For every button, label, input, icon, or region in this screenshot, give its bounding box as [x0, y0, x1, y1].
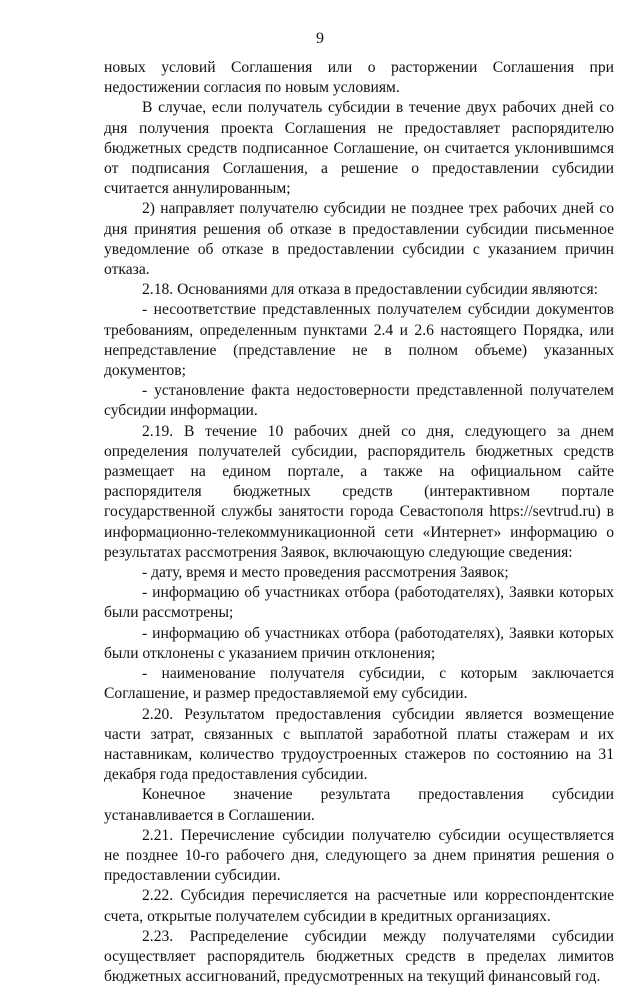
- paragraph: В случае, если получатель субсидии в течение двух рабочих дней со дня получения проекта Соглашения не предоставляет распорядителю бюджетных средств подписанное Соглашение, он считается уклонившимся от подписания Соглашения, а решение о предоставлении субсидии считается аннулированным;: [104, 99, 614, 198]
- list-item: - наименование получателя субсидии, с которым заключается Соглашение, и размер предоставляемой ему субсидии.: [104, 665, 614, 703]
- list-item: - дату, время и место проведения рассмотрения Заявок;: [142, 564, 509, 582]
- list-item: - информацию об участниках отбора (работодателях), Заявки которых были рассмотрены;: [104, 584, 614, 622]
- paragraph-2-19: 2.19. В течение 10 рабочих дней со дня, следующего за днем определения получателей субсидии, распорядитель бюджетных средств размещает на едином портале, а также на официальном сайте распорядителя бюджетных средств (интерактивном портале государственной службы занятости города Севастополя https://sevtrud.ru) в информационно-телекоммуникационной сети «Интернет» информацию о результатах рассмотрения Заявок, включающую следующие сведения:: [104, 422, 614, 561]
- section-heading-2-18: 2.18. Основаниями для отказа в предоставлении субсидии являются:: [142, 281, 598, 299]
- list-item: - установление факта недостоверности представленной получателем субсидии информации.: [104, 382, 614, 420]
- paragraph: новых условий Соглашения или о расторжении Соглашения при недостижении согласия по новым условиям.: [104, 59, 614, 97]
- list-item: - несоответствие представленных получателем субсидии документов требованиям, определенным пунктами 2.4 и 2.6 настоящего Порядка, или непредставление (представление не в полном объеме) указанных документов;: [104, 301, 614, 380]
- document-body: [104, 58, 614, 987]
- list-item: - информацию об участниках отбора (работодателях), Заявки которых были отклонены с указанием причин отклонения;: [104, 624, 614, 662]
- paragraph-2-22: 2.22. Субсидия перечисляется на расчетные или корреспондентские счета, открытые получателем субсидии в кредитных организациях.: [104, 887, 614, 925]
- page-number: 9: [316, 30, 324, 47]
- paragraph-2-23: 2.23. Распределение субсидии между получателями субсидии осуществляет распорядитель бюджетных средств в пределах лимитов бюджетных ассигнований, предусмотренных на текущий финансовый год.: [104, 927, 614, 986]
- paragraph-2-20: 2.20. Результатом предоставления субсидии является возмещение части затрат, связанных с выплатой заработной платы стажерам и их наставникам, количество трудоустроенных стажеров по состоянию на 31 декабря года предоставления субсидии.: [104, 705, 614, 784]
- paragraph: 2) направляет получателю субсидии не позднее трех рабочих дней со дня принятия решения об отказе в предоставлении субсидии письменное уведомление об отказе в предоставлении субсидии с указанием причин отказа.: [104, 200, 614, 279]
- paragraph-2-21: 2.21. Перечисление субсидии получателю субсидии осуществляется не позднее 10-го рабочего дня, следующего за днем принятия решения о предоставлении субсидии.: [104, 826, 614, 885]
- paragraph: Конечное значение результата предоставления субсидии устанавливается в Соглашении.: [104, 786, 614, 824]
